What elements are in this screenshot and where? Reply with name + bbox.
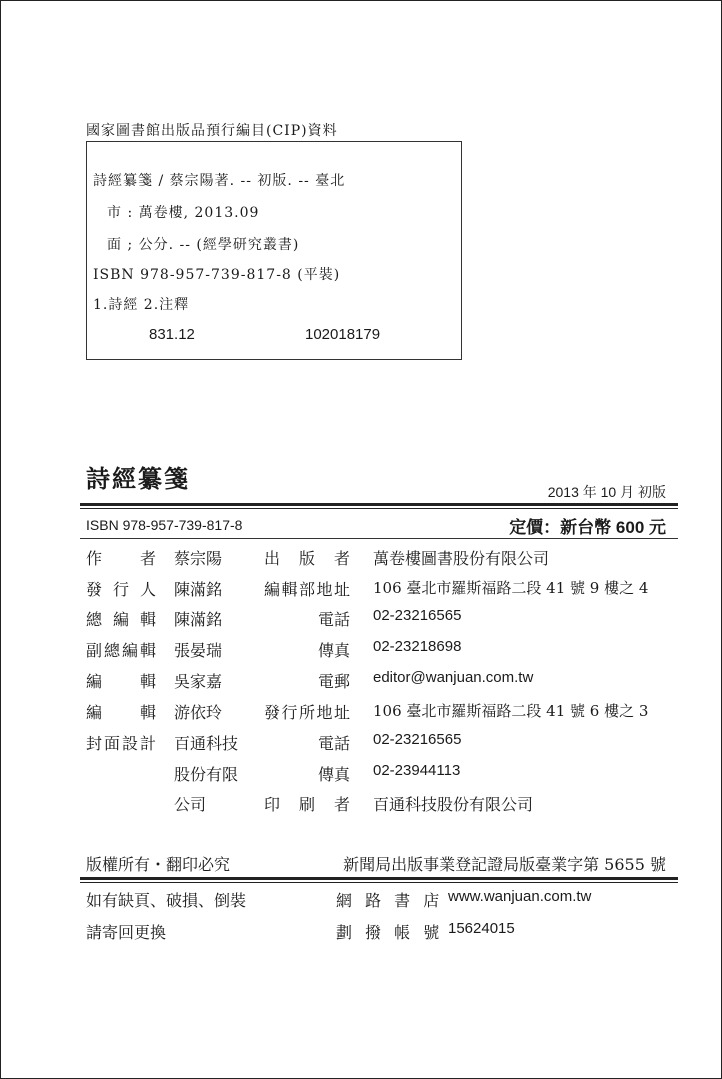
credit-value-phone-2: 02-23216565 <box>373 731 462 748</box>
cip-classification: 831.12 <box>149 326 195 343</box>
credit-label-publisher: 出版者 <box>264 549 350 568</box>
cip-heading: 國家圖書館出版品預行編目(CIP)資料 <box>86 123 338 139</box>
credit-label-deputy-editor: 副總編輯 <box>86 641 156 660</box>
credit-value-cover-design-2: 股份有限 <box>174 765 239 784</box>
transfer-account-label: 劃 撥 帳 號 <box>336 923 444 942</box>
cip-line-5: 1.詩經 2.注釋 <box>93 297 190 313</box>
credit-value-distribution-address: 106 臺北市羅斯福路二段 41 號 6 樓之 3 <box>373 702 649 720</box>
cip-line-2: 市 : 萬卷樓, 2013.09 <box>107 205 260 221</box>
credit-label-author: 作 者 <box>86 549 156 568</box>
online-store-url[interactable]: www.wanjuan.com.tw <box>448 888 592 905</box>
credit-value-editor-2: 游依玲 <box>174 703 223 722</box>
cip-record-box <box>86 141 462 360</box>
credit-value-deputy-editor: 張晏瑞 <box>174 641 223 660</box>
credit-label-email: 電郵 <box>317 672 350 691</box>
cip-control-number: 102018179 <box>305 326 381 343</box>
credit-label-cover-design: 封面設計 <box>86 734 156 753</box>
online-store-label: 網 路 書 店 <box>336 891 444 910</box>
title-rule <box>80 503 678 509</box>
credit-label-distribution-address: 發行所地址 <box>264 703 350 722</box>
credit-label-editorial-address: 編輯部地址 <box>264 580 350 599</box>
edition-date: 2013 年 10 月 初版 <box>547 484 666 500</box>
credit-value-fax-2: 02-23944113 <box>373 762 461 779</box>
cip-line-4: ISBN 978-957-739-817-8 (平裝) <box>93 267 341 283</box>
credit-value-editor-1: 吳家嘉 <box>174 672 223 691</box>
defect-notice: 如有缺頁、破損、倒裝 <box>86 891 247 910</box>
credit-label-printer: 印刷者 <box>264 795 350 814</box>
credit-label-publisher-person: 發行人 <box>86 580 156 599</box>
credit-label-fax-1: 傳真 <box>317 641 350 660</box>
credit-value-fax-1: 02-23218698 <box>373 638 462 655</box>
credit-value-email: editor@wanjuan.com.tw <box>373 669 534 686</box>
isbn-rule <box>80 538 678 539</box>
credit-value-publisher-person: 陳滿銘 <box>174 580 223 599</box>
credit-label-phone-1: 電話 <box>317 610 350 629</box>
cip-line-1: 詩經纂箋 / 蔡宗陽著. -- 初版. -- 臺北 <box>93 173 346 189</box>
copyright-notice: 版權所有・翻印必究 <box>86 855 231 874</box>
isbn: ISBN 978-957-739-817-8 <box>86 517 243 533</box>
book-title: 詩經纂箋 <box>86 464 190 493</box>
footer-rule <box>80 877 678 883</box>
credit-value-phone-1: 02-23216565 <box>373 607 462 624</box>
credit-value-printer: 百通科技股份有限公司 <box>373 795 534 814</box>
credit-value-author: 蔡宗陽 <box>174 549 223 568</box>
credit-value-chief-editor: 陳滿銘 <box>174 610 223 629</box>
credit-value-editorial-address: 106 臺北市羅斯福路二段 41 號 9 樓之 4 <box>373 579 649 597</box>
price: 定價：新台幣 600 元 <box>509 518 666 537</box>
credit-value-cover-design-3: 公司 <box>174 795 207 814</box>
credit-label-chief-editor: 總編輯 <box>86 610 156 629</box>
credit-label-fax-2: 傳真 <box>317 765 350 784</box>
return-notice: 請寄回更換 <box>86 923 167 942</box>
credit-label-phone-2: 電話 <box>317 734 350 753</box>
registration-notice: 新聞局出版事業登記證局版臺業字第 5655 號 <box>343 855 666 874</box>
cip-line-3: 面 ; 公分. -- (經學研究叢書) <box>107 237 300 253</box>
credit-label-editor-1: 編 輯 <box>86 672 156 691</box>
credit-value-cover-design: 百通科技 <box>174 734 239 753</box>
credit-label-editor-2: 編 輯 <box>86 703 156 722</box>
credit-value-publisher: 萬卷樓圖書股份有限公司 <box>373 549 550 568</box>
transfer-account-number: 15624015 <box>448 920 515 937</box>
